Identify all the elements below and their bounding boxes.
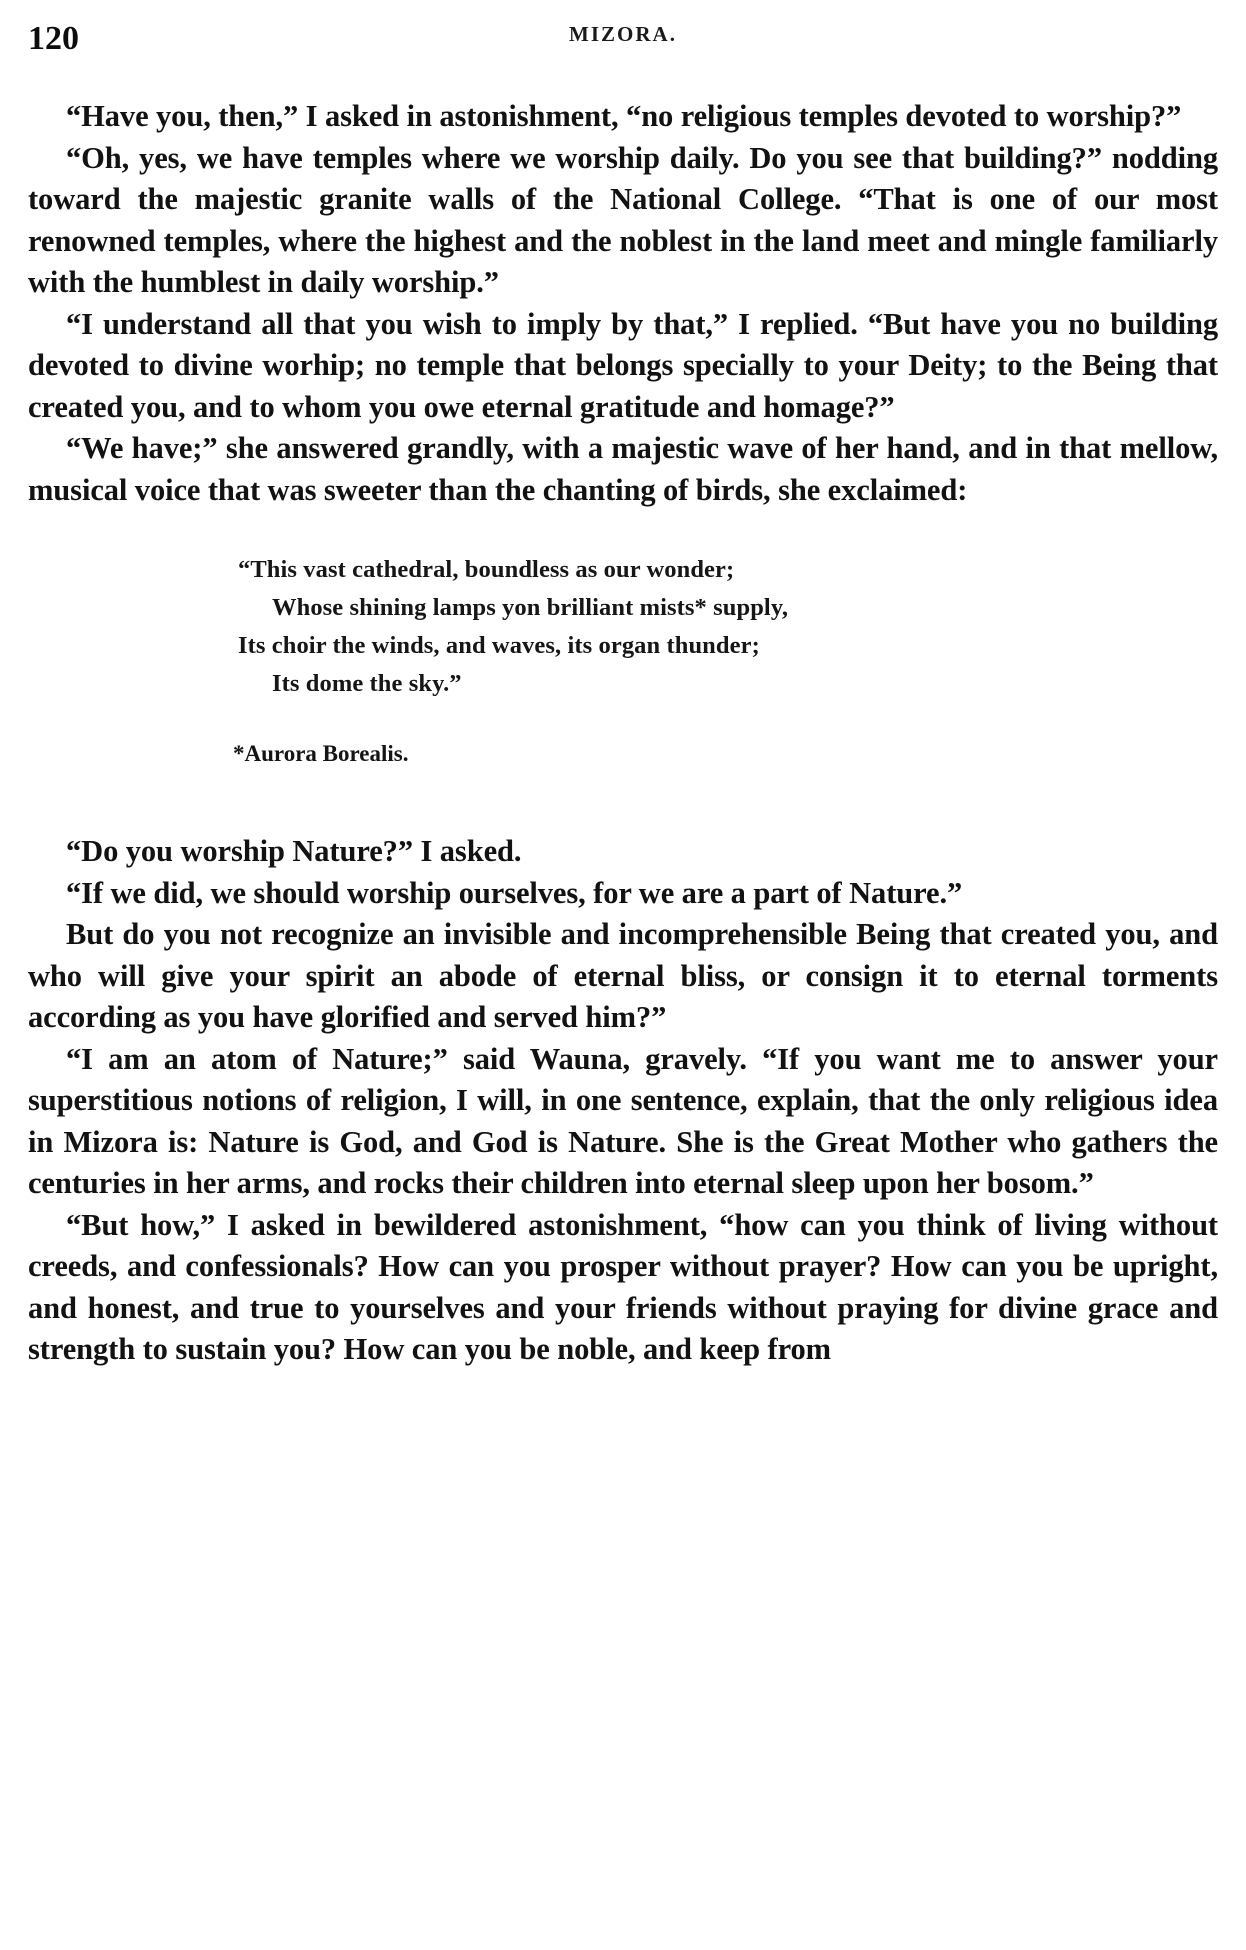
page-header	[0, 14, 1246, 60]
verse-block	[28, 551, 1218, 703]
running-head: MIZORA.	[569, 22, 677, 46]
paragraph: “I am an atom of Nature;” said Wauna, gravely. “If you want me to answer your superstitious notions of religion, I will, in one sentence, explain, that the only religious idea in Mizora is: Nature is God, and God is Nature. She is the Great Mother who gathers the centuries in her arms, and rocks their children into eternal sleep upon her bosom.”	[28, 1041, 1218, 1200]
verse-line: Whose shining lamps yon brilliant mists* supply,	[272, 594, 789, 621]
verse-line: Its dome the sky.”	[272, 670, 462, 697]
page-number: 120	[28, 20, 79, 57]
section-gap	[28, 769, 1218, 831]
paragraph: “Have you, then,” I asked in astonishment, “no religious temples devoted to worship?”	[66, 99, 1182, 133]
paragraph: But do you not recognize an invisible and incomprehensible Being that created you, and who will give your spirit an abode of eternal bliss, or consign it to eternal torments according as you have glorified and served him?”	[28, 917, 1218, 1034]
page-body	[28, 96, 1218, 1371]
paragraph: “Oh, yes, we have temples where we worship daily. Do you see that building?” nodding toward the majestic granite walls of the National College. “That is one of our most renowned temples, where the highest and the noblest in the land meet and mingle familiarly with the humblest in daily worship.”	[28, 140, 1218, 299]
paragraph: “But how,” I asked in bewildered astonishment, “how can you think of living without creeds, and confessionals? How can you prosper without prayer? How can you be upright, and honest, and true to yourselves and your friends without praying for divine grace and strength to sustain you? How can you be noble, and keep from	[28, 1207, 1218, 1366]
paragraph: “If we did, we should worship ourselves, for we are a part of Nature.”	[66, 875, 963, 910]
footnote: *Aurora Borealis.	[233, 741, 409, 766]
paragraph: “We have;” she answered grandly, with a majestic wave of her hand, and in that mellow, musical voice that was sweeter than the chanting of birds, she exclaimed:	[28, 431, 1218, 507]
paragraph: “I understand all that you wish to imply by that,” I replied. “But have you no building devoted to divine worhip; no temple that belongs specially to your Deity; to the Being that created you, and to whom you owe eternal gratitude and homage?”	[28, 306, 1218, 424]
verse-line: Its choir the winds, and waves, its organ thunder;	[238, 632, 760, 659]
paragraph: “Do you worship Nature?” I asked.	[66, 834, 522, 868]
verse-line: “This vast cathedral, boundless as our wonder;	[238, 556, 735, 583]
